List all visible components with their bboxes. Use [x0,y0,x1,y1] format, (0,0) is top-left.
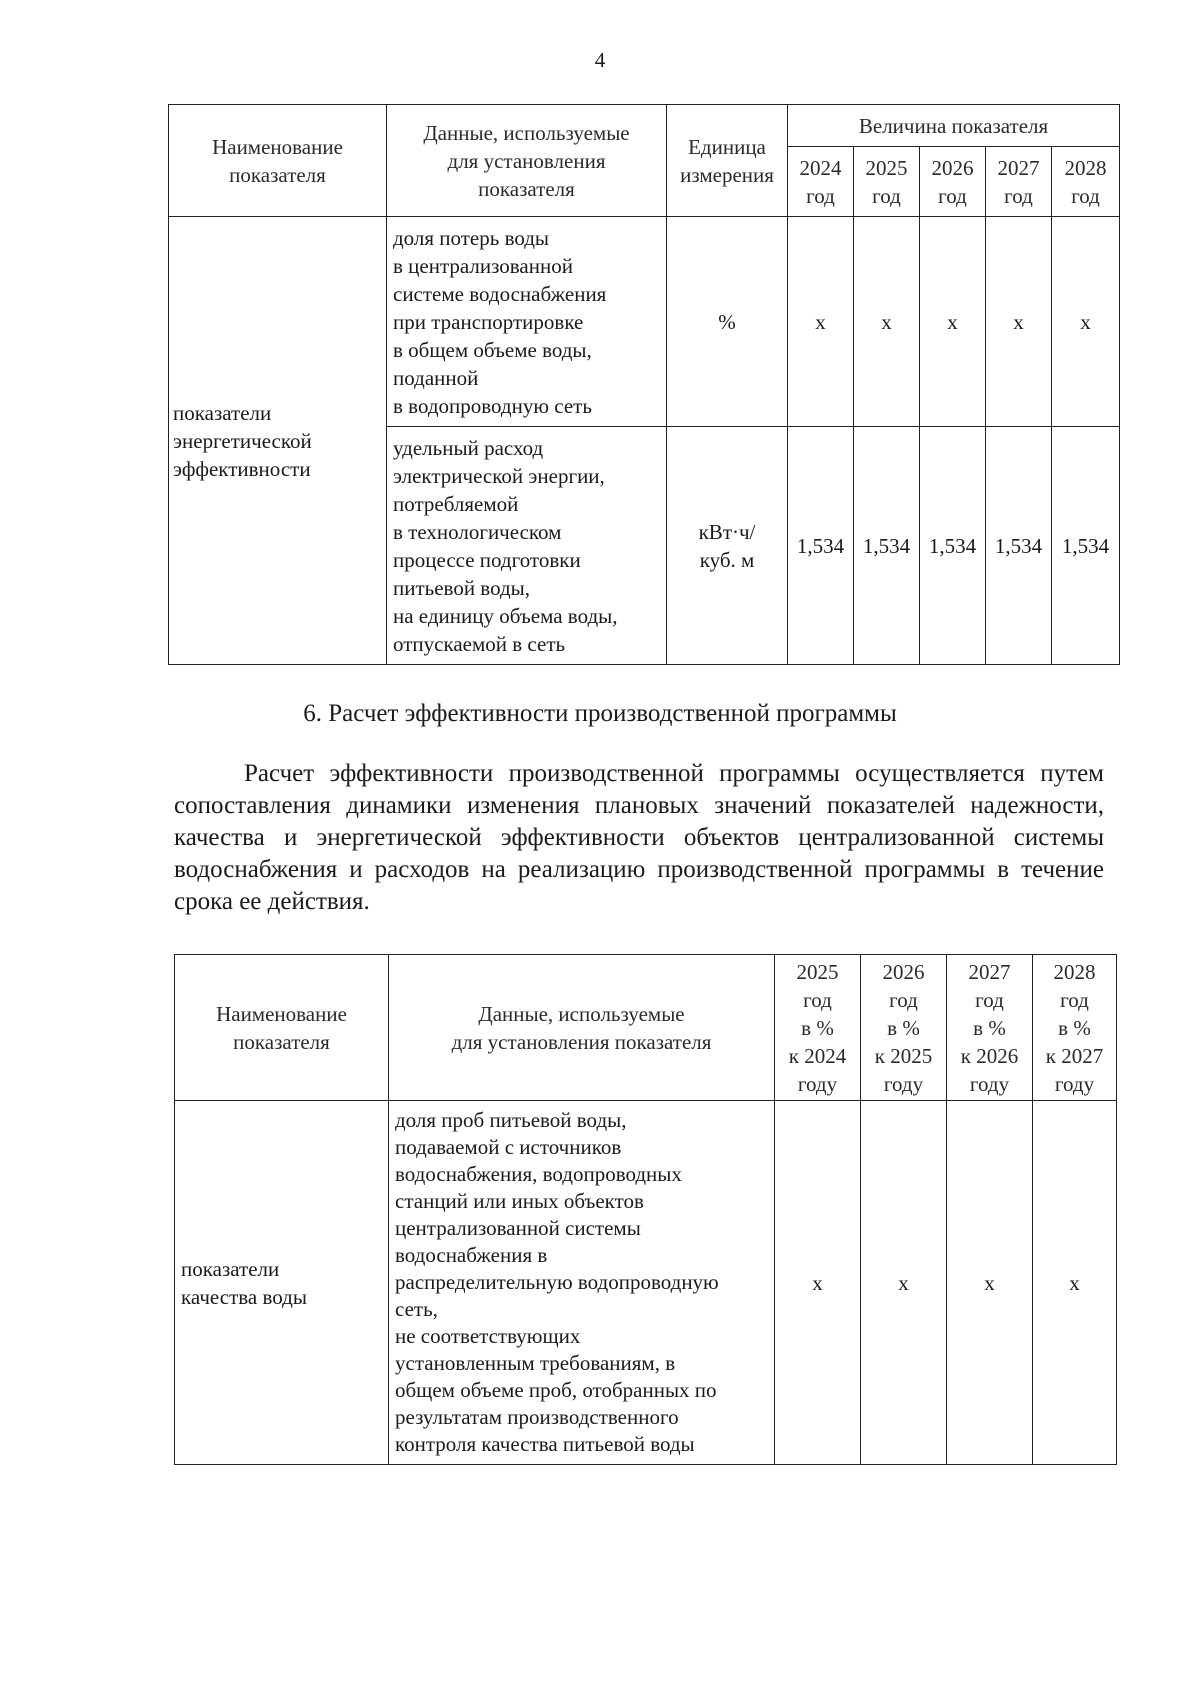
row-value-2024: 1,534 [788,427,854,665]
row-value-2026: х [920,217,986,427]
header-year-2025: 2025 год [854,147,920,217]
row-value-2028: х [1052,217,1120,427]
header-year-2027: 2027 год [986,147,1052,217]
header-year-2028: 2028 год в % к 2027 году [1033,955,1117,1101]
header-indicator-name: Наименование показателя [175,955,389,1101]
row-data-water-losses: доля потерь воды в централизованной системе водоснабжения при транспортировке в общем объеме воды, поданной в водопроводную сеть [387,217,667,427]
page-number: 4 [594,48,606,72]
row-value-2025: 1,534 [854,427,920,665]
header-year-2024: 2024 год [788,147,854,217]
row-value-2026: 1,534 [920,427,986,665]
table-row [175,1101,1117,1465]
group-label-energy-efficiency: показатели энергетической эффективности [169,217,387,665]
section-heading: 6. Расчет эффективности производственной программы [303,700,897,727]
row-value-2024: х [788,217,854,427]
header-indicator-value: Величина показателя [788,105,1120,147]
row-data-water-samples: доля проб питьевой воды, подаваемой с источников водоснабжения, водопроводных станций или иных объектов централизованной системы водоснабжения в распределительную водопроводную сеть, не соответствующих установленным требованиям, в общем объеме проб, отобранных по результатам производственного контроля качества питьевой воды [389,1101,775,1465]
row-name-water-quality: показатели качества воды [175,1101,389,1465]
header-year-2026: 2026 год [920,147,986,217]
header-year-2027: 2027 год в % к 2026 году [947,955,1033,1101]
row-unit: кВт·ч/ куб. м [667,427,788,665]
row-value-2025: х [854,217,920,427]
row-value-2027: х [947,1101,1033,1465]
efficiency-calculation-table [174,954,1117,1465]
header-indicator-data: Данные, используемые для установления показателя [389,955,775,1101]
header-unit: Единица измерения [667,105,788,217]
table-row [169,217,1120,427]
header-indicator-name: Наименование показателя [169,105,387,217]
header-year-2028: 2028 год [1052,147,1120,217]
header-year-2025: 2025 год в % к 2024 году [775,955,861,1101]
header-indicator-data: Данные, используемые для установления показателя [387,105,667,217]
row-unit: % [667,217,788,427]
row-value-2027: х [986,217,1052,427]
row-data-electricity-consumption: удельный расход электрической энергии, потребляемой в технологическом процессе подготовки питьевой воды, на единицу объема воды, отпускаемой в сеть [387,427,667,665]
section-paragraph: Расчет эффективности производственной программы осуществляется путем сопоставления динамики изменения плановых значений показателей надежности, качества и энергетической эффективности объектов централизованной системы водоснабжения и расходов на реализацию производственной программы в течение срока ее действия. [174,760,1104,915]
row-value-2028: х [1033,1101,1117,1465]
row-value-2025: х [775,1101,861,1465]
header-year-2026: 2026 год в % к 2025 году [861,955,947,1101]
energy-efficiency-table [168,104,1120,665]
row-value-2028: 1,534 [1052,427,1120,665]
row-value-2027: 1,534 [986,427,1052,665]
row-value-2026: х [861,1101,947,1465]
